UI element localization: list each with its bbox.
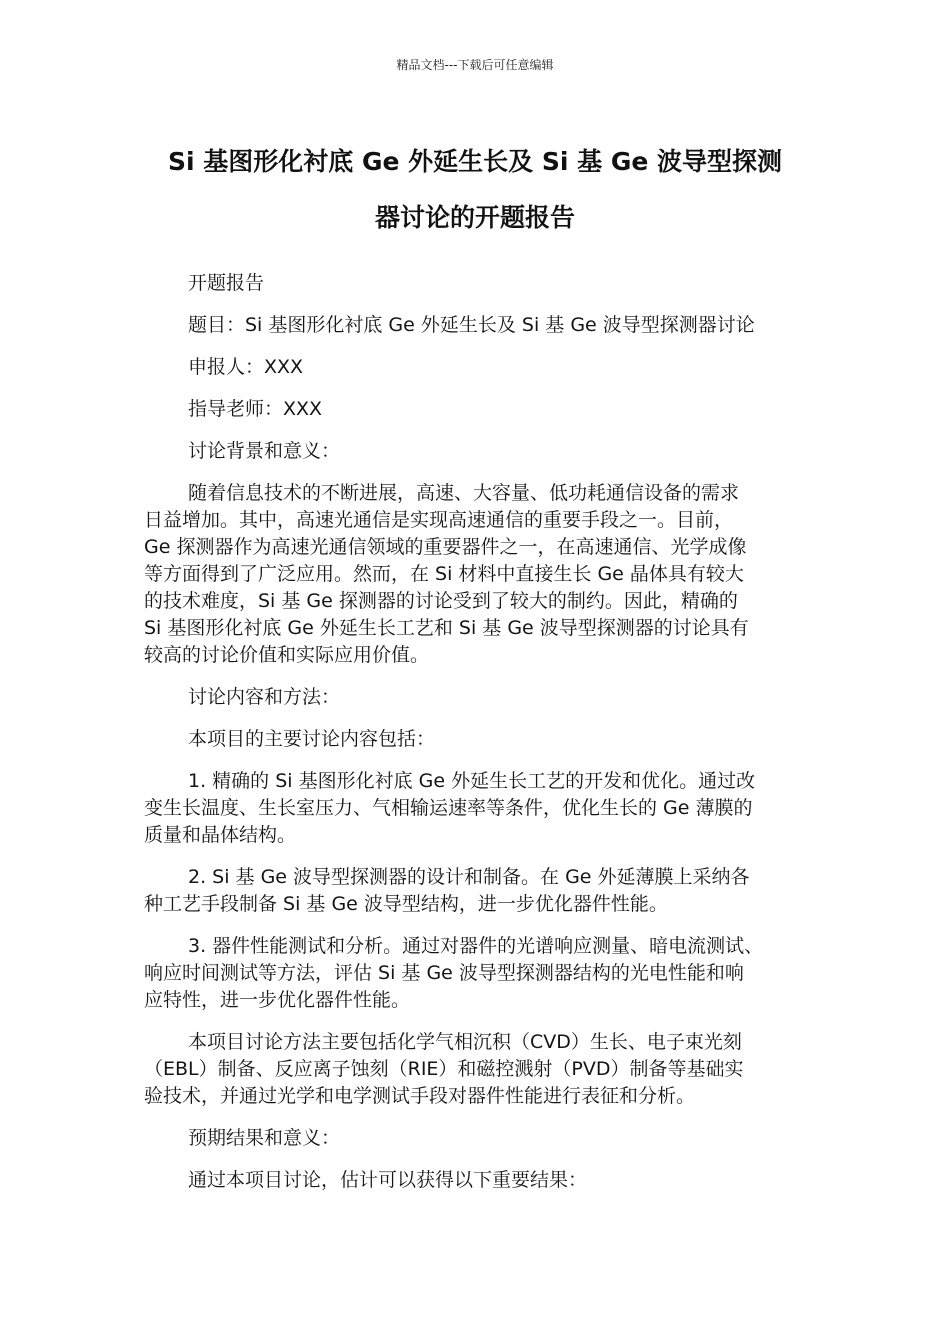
- content-item-1: [144, 768, 810, 849]
- title-line-2: 器讨论的开题报告: [374, 203, 575, 232]
- methods-paragraph: [144, 1029, 810, 1110]
- method-line: 验技术，并通过光学和电学测试手段对器件性能进行表征和分析。: [144, 1085, 696, 1107]
- background-line: 的技术难度，Si 基 Ge 探测器的讨论受到了较大的制约。因此，精确的: [144, 590, 738, 612]
- background-line: Si 基图形化衬底 Ge 外延生长工艺和 Si 基 Ge 波导型探测器的讨论具有: [144, 617, 749, 639]
- item-line: 1. 精确的 Si 基图形化衬底 Ge 外延生长工艺的开发和优化。通过改: [188, 770, 756, 792]
- background-line: 随着信息技术的不断进展，高速、大容量、低功耗通信设备的需求: [188, 482, 740, 504]
- background-line: 日益增加。其中，高速光通信是实现高速通信的重要手段之一。目前，: [144, 509, 734, 531]
- background-line: 较高的讨论价值和实际应用价值。: [144, 644, 430, 666]
- topic-line: 题目：Si 基图形化衬底 Ge 外延生长及 Si 基 Ge 波导型探测器讨论: [188, 314, 755, 336]
- item-line: 2. Si 基 Ge 波导型探测器的设计和制备。在 Ge 外延薄膜上采纳各: [188, 866, 750, 888]
- advisor-line: 指导老师：XXX: [188, 398, 323, 420]
- background-line: 等方面得到了广泛应用。然而，在 Si 材料中直接生长 Ge 晶体具有较大: [144, 563, 744, 585]
- document-title: [140, 134, 810, 246]
- method-line: 本项目讨论方法主要包括化学气相沉积（CVD）生长、电子束光刻: [188, 1031, 742, 1053]
- background-paragraph: [144, 480, 810, 669]
- content-item-2: [144, 864, 810, 918]
- results-heading: 预期结果和意义：: [188, 1127, 341, 1149]
- background-line: Ge 探测器作为高速光通信领域的重要器件之一，在高速通信、光学成像: [144, 536, 747, 558]
- header-note: 精品文档---下载后可任意编辑: [396, 58, 554, 72]
- item-line: 质量和晶体结构。: [144, 824, 297, 846]
- item-line: 应特性，进一步优化器件性能。: [144, 989, 411, 1011]
- item-line: 响应时间测试等方法，评估 Si 基 Ge 波导型探测器结构的光电性能和响: [144, 962, 744, 984]
- document-body: [144, 270, 810, 1194]
- item-line: 变生长温度、生长室压力、气相输运速率等条件，优化生长的 Ge 薄膜的: [144, 797, 753, 819]
- method-line: （EBL）制备、反应离子蚀刻（RIE）和磁控溅射（PVD）制备等基础实: [144, 1058, 744, 1080]
- content-item-3: [144, 933, 810, 1014]
- background-heading: 讨论背景和意义：: [188, 440, 341, 462]
- item-line: 3. 器件性能测试和分析。通过对器件的光谱响应测量、暗电流测试、: [188, 935, 764, 957]
- report-label: 开题报告: [188, 272, 265, 294]
- applicant-line: 申报人：XXX: [188, 356, 304, 378]
- item-line: 种工艺手段制备 Si 基 Ge 波导型结构，进一步优化器件性能。: [144, 893, 668, 915]
- methods-heading: 讨论内容和方法：: [188, 686, 341, 708]
- title-line-1: Si 基图形化衬底 Ge 外延生长及 Si 基 Ge 波导型探测: [167, 147, 783, 176]
- results-intro: 通过本项目讨论，估计可以获得以下重要结果：: [188, 1169, 588, 1191]
- methods-intro: 本项目的主要讨论内容包括：: [188, 728, 436, 750]
